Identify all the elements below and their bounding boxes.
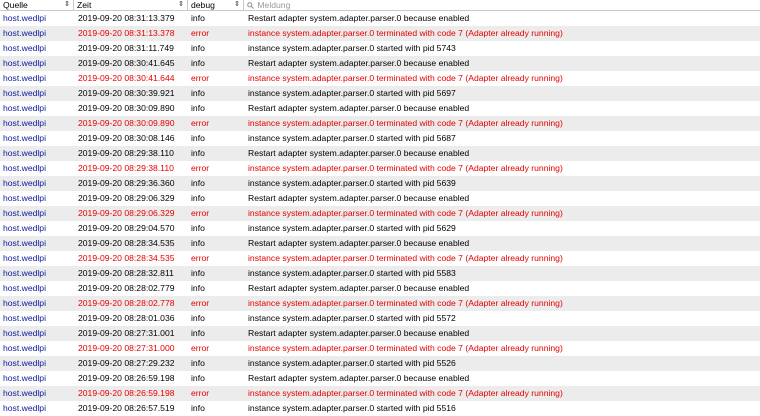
log-source: host.wedlpi	[3, 298, 46, 308]
log-level: info	[191, 178, 205, 188]
column-header-time-label: Zeit	[77, 0, 92, 10]
chevron-updown-icon[interactable]: ⇕	[178, 1, 184, 8]
log-row[interactable]	[0, 341, 760, 356]
log-source: host.wedlpi	[3, 253, 46, 263]
log-level: error	[191, 118, 210, 128]
log-row[interactable]	[0, 371, 760, 386]
log-message: instance system.adapter.parser.0 started with pid 5572	[248, 313, 456, 323]
log-time: 2019-09-20 08:30:41.645	[78, 58, 175, 68]
log-source: host.wedlpi	[3, 388, 46, 398]
log-time: 2019-09-20 08:28:01.036	[78, 313, 175, 323]
search-icon	[247, 2, 254, 9]
log-time: 2019-09-20 08:31:13.379	[78, 13, 175, 23]
log-source: host.wedlpi	[3, 13, 46, 23]
log-time: 2019-09-20 08:29:36.360	[78, 178, 175, 188]
log-source: host.wedlpi	[3, 43, 46, 53]
log-row[interactable]	[0, 296, 760, 311]
log-time: 2019-09-20 08:30:09.890	[78, 118, 175, 128]
log-time: 2019-09-20 08:29:38.110	[78, 163, 174, 173]
log-level: info	[191, 133, 205, 143]
log-level: error	[191, 28, 210, 38]
log-source: host.wedlpi	[3, 178, 46, 188]
log-source: host.wedlpi	[3, 208, 46, 218]
log-row[interactable]	[0, 281, 760, 296]
log-time: 2019-09-20 08:28:32.811	[78, 268, 174, 278]
message-filter	[244, 0, 760, 10]
log-source: host.wedlpi	[3, 283, 46, 293]
log-source: host.wedlpi	[3, 358, 46, 368]
log-time: 2019-09-20 08:29:06.329	[78, 208, 175, 218]
log-level: info	[191, 403, 205, 413]
level-filter-value: debug	[191, 0, 215, 10]
log-message: instance system.adapter.parser.0 terminated with code 7 (Adapter already running)	[248, 28, 563, 38]
log-level: info	[191, 13, 205, 23]
log-message: instance system.adapter.parser.0 started with pid 5526	[248, 358, 456, 368]
log-level: info	[191, 223, 205, 233]
log-row[interactable]	[0, 26, 760, 41]
log-row[interactable]	[0, 101, 760, 116]
log-row[interactable]	[0, 221, 760, 236]
log-message: instance system.adapter.parser.0 started with pid 5687	[248, 133, 456, 143]
log-time: 2019-09-20 08:30:39.921	[78, 88, 175, 98]
log-message: Restart adapter system.adapter.parser.0 because enabled	[248, 58, 470, 68]
log-level: info	[191, 43, 205, 53]
log-level: error	[191, 343, 210, 353]
log-level: error	[191, 388, 210, 398]
log-time: 2019-09-20 08:27:31.000	[78, 343, 175, 353]
log-row[interactable]	[0, 401, 760, 416]
log-level: info	[191, 328, 205, 338]
log-message: instance system.adapter.parser.0 terminated with code 7 (Adapter already running)	[248, 388, 563, 398]
log-message: instance system.adapter.parser.0 started with pid 5743	[248, 43, 456, 53]
log-source: host.wedlpi	[3, 223, 46, 233]
column-header-source-label: Quelle	[3, 0, 28, 10]
log-message: Restart adapter system.adapter.parser.0 because enabled	[248, 148, 470, 158]
log-row[interactable]	[0, 356, 760, 371]
log-level: error	[191, 73, 210, 83]
log-source: host.wedlpi	[3, 343, 46, 353]
log-row[interactable]	[0, 326, 760, 341]
log-message: instance system.adapter.parser.0 terminated with code 7 (Adapter already running)	[248, 73, 563, 83]
log-source: host.wedlpi	[3, 193, 46, 203]
log-row[interactable]	[0, 86, 760, 101]
log-row[interactable]	[0, 266, 760, 281]
log-row[interactable]	[0, 191, 760, 206]
message-search-input[interactable]	[257, 1, 457, 10]
log-level: info	[191, 58, 205, 68]
chevron-updown-icon[interactable]: ⇕	[234, 1, 240, 8]
log-message: instance system.adapter.parser.0 terminated with code 7 (Adapter already running)	[248, 343, 563, 353]
log-source: host.wedlpi	[3, 28, 46, 38]
log-level: error	[191, 298, 210, 308]
log-time: 2019-09-20 08:29:06.329	[78, 193, 175, 203]
log-level: error	[191, 163, 210, 173]
log-row[interactable]	[0, 251, 760, 266]
log-source: host.wedlpi	[3, 268, 46, 278]
log-row[interactable]	[0, 236, 760, 251]
log-row[interactable]	[0, 56, 760, 71]
log-level: info	[191, 103, 205, 113]
log-source: host.wedlpi	[3, 238, 46, 248]
log-time: 2019-09-20 08:31:13.378	[78, 28, 175, 38]
log-row[interactable]	[0, 386, 760, 401]
log-message: Restart adapter system.adapter.parser.0 because enabled	[248, 103, 470, 113]
log-time: 2019-09-20 08:27:31.001	[78, 328, 175, 338]
log-message: Restart adapter system.adapter.parser.0 because enabled	[248, 238, 470, 248]
column-header-time[interactable]	[74, 0, 188, 10]
log-row[interactable]	[0, 206, 760, 221]
log-message: instance system.adapter.parser.0 started with pid 5697	[248, 88, 456, 98]
log-message: instance system.adapter.parser.0 terminated with code 7 (Adapter already running)	[248, 298, 563, 308]
log-row[interactable]	[0, 146, 760, 161]
log-time: 2019-09-20 08:27:29.232	[78, 358, 175, 368]
log-level: error	[191, 253, 210, 263]
log-table-header	[0, 0, 760, 11]
log-time: 2019-09-20 08:29:38.110	[78, 148, 174, 158]
column-header-source[interactable]	[0, 0, 74, 10]
log-level: info	[191, 313, 205, 323]
log-source: host.wedlpi	[3, 328, 46, 338]
log-source: host.wedlpi	[3, 373, 46, 383]
log-source: host.wedlpi	[3, 148, 46, 158]
log-row[interactable]	[0, 11, 760, 26]
log-time: 2019-09-20 08:30:08.146	[78, 133, 175, 143]
log-source: host.wedlpi	[3, 163, 46, 173]
log-message: instance system.adapter.parser.0 terminated with code 7 (Adapter already running)	[248, 163, 563, 173]
log-level: info	[191, 193, 205, 203]
log-source: host.wedlpi	[3, 73, 46, 83]
log-level: info	[191, 148, 205, 158]
log-message: Restart adapter system.adapter.parser.0 because enabled	[248, 13, 470, 23]
log-message: instance system.adapter.parser.0 started with pid 5516	[248, 403, 456, 413]
log-time: 2019-09-20 08:26:57.519	[78, 403, 175, 413]
log-message: instance system.adapter.parser.0 terminated with code 7 (Adapter already running)	[248, 253, 563, 263]
log-level: info	[191, 373, 205, 383]
log-source: host.wedlpi	[3, 103, 46, 113]
log-time: 2019-09-20 08:30:09.890	[78, 103, 175, 113]
log-time: 2019-09-20 08:28:02.778	[78, 298, 175, 308]
log-time: 2019-09-20 08:26:59.198	[78, 373, 175, 383]
log-level: info	[191, 88, 205, 98]
log-message: instance system.adapter.parser.0 terminated with code 7 (Adapter already running)	[248, 208, 563, 218]
log-message: Restart adapter system.adapter.parser.0 because enabled	[248, 283, 470, 293]
log-row[interactable]	[0, 311, 760, 326]
log-time: 2019-09-20 08:28:34.535	[78, 238, 175, 248]
log-row[interactable]	[0, 176, 760, 191]
log-source: host.wedlpi	[3, 58, 46, 68]
log-row[interactable]	[0, 41, 760, 56]
log-source: host.wedlpi	[3, 133, 46, 143]
log-time: 2019-09-20 08:26:59.198	[78, 388, 175, 398]
log-message: instance system.adapter.parser.0 terminated with code 7 (Adapter already running)	[248, 118, 563, 128]
log-time: 2019-09-20 08:28:34.535	[78, 253, 175, 263]
log-level: info	[191, 358, 205, 368]
log-time: 2019-09-20 08:31:11.749	[78, 43, 174, 53]
log-level: info	[191, 268, 205, 278]
log-row[interactable]	[0, 116, 760, 131]
log-source: host.wedlpi	[3, 118, 46, 128]
log-level: info	[191, 238, 205, 248]
log-time: 2019-09-20 08:28:02.779	[78, 283, 175, 293]
log-level: info	[191, 283, 205, 293]
log-row[interactable]	[0, 161, 760, 176]
log-row[interactable]	[0, 71, 760, 86]
log-source: host.wedlpi	[3, 88, 46, 98]
chevron-updown-icon[interactable]: ⇕	[64, 1, 70, 8]
log-message: Restart adapter system.adapter.parser.0 because enabled	[248, 193, 470, 203]
log-message: instance system.adapter.parser.0 started with pid 5629	[248, 223, 456, 233]
log-message: Restart adapter system.adapter.parser.0 because enabled	[248, 328, 470, 338]
log-time: 2019-09-20 08:29:04.570	[78, 223, 175, 233]
log-message: instance system.adapter.parser.0 started with pid 5639	[248, 178, 456, 188]
log-level: error	[191, 208, 210, 218]
log-source: host.wedlpi	[3, 313, 46, 323]
level-filter-select[interactable]	[188, 0, 244, 10]
log-time: 2019-09-20 08:30:41.644	[78, 73, 175, 83]
log-row[interactable]	[0, 131, 760, 146]
log-message: instance system.adapter.parser.0 started with pid 5583	[248, 268, 456, 278]
log-message: Restart adapter system.adapter.parser.0 because enabled	[248, 373, 470, 383]
log-source: host.wedlpi	[3, 403, 46, 413]
